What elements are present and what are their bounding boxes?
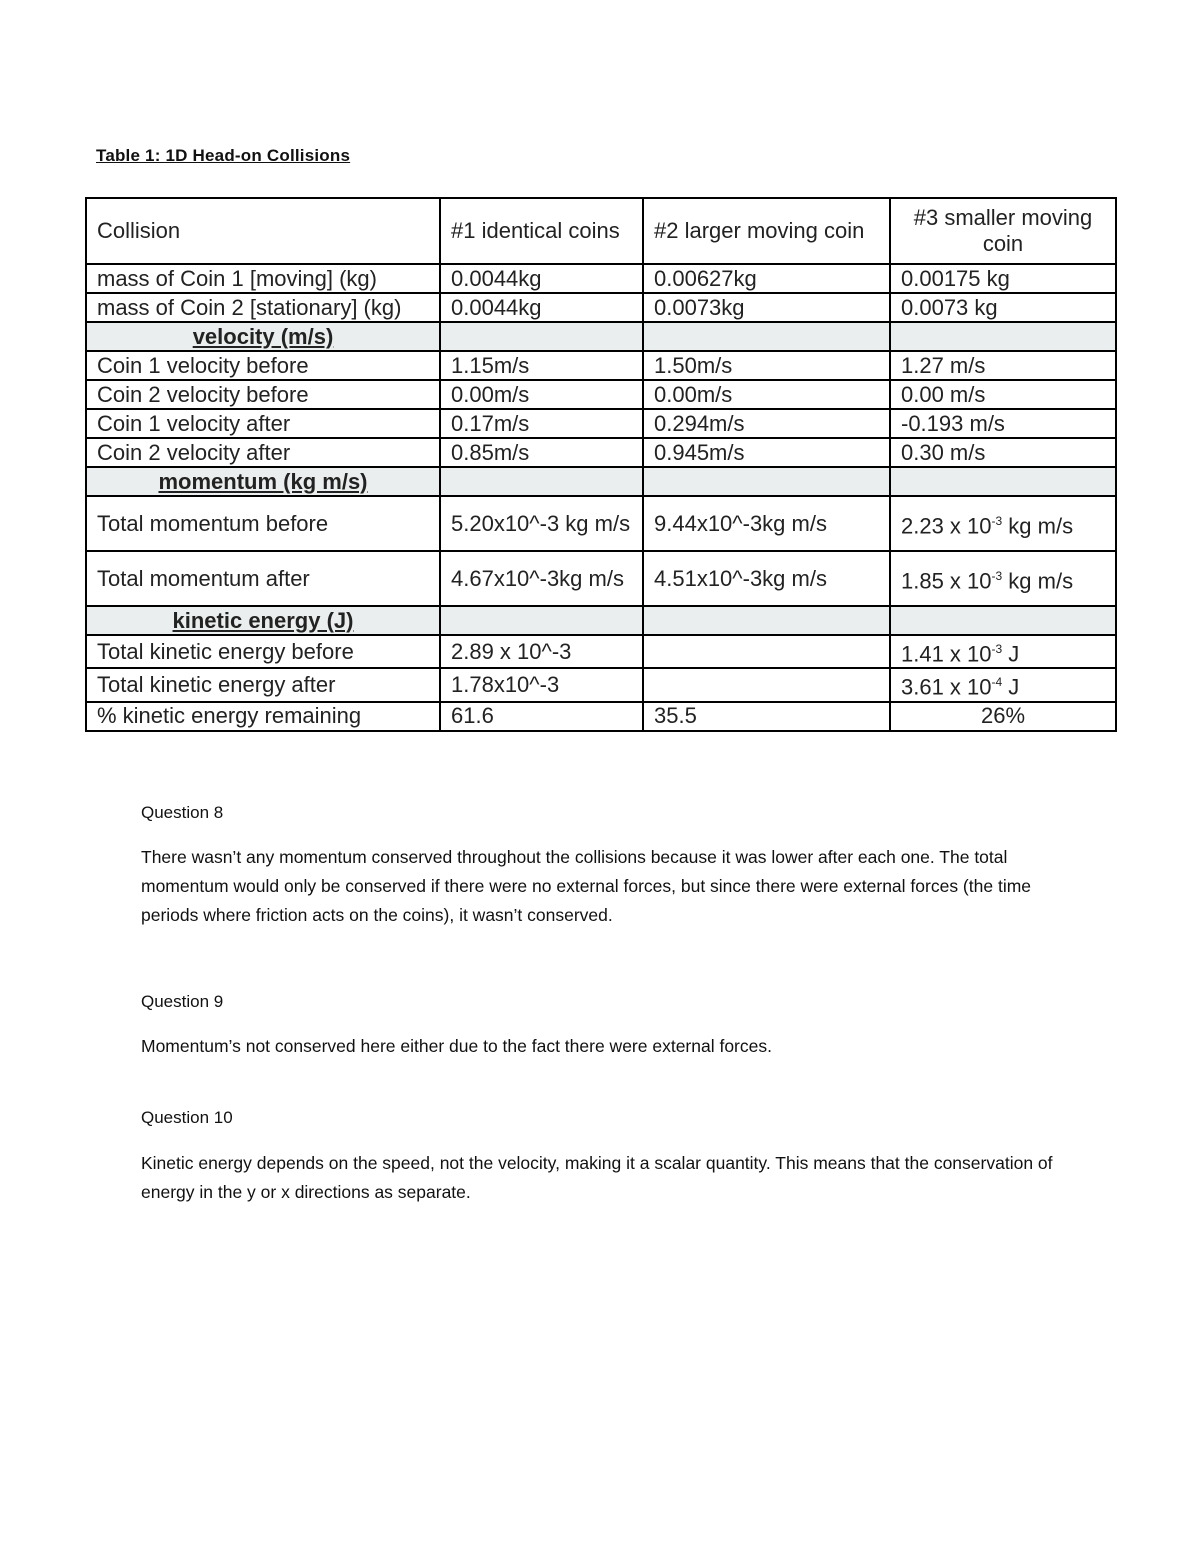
table-cell: 1.78x10^-3 [440,668,643,701]
table-row [86,702,1116,731]
row-label: % kinetic energy remaining [86,702,440,731]
table-cell: 0.00175 kg [890,264,1116,293]
section-row-velocity [86,322,1116,351]
table-row [86,380,1116,409]
table-cell [643,606,890,635]
table-cell: 0.17m/s [440,409,643,438]
table-cell [890,322,1116,351]
section-row-momentum [86,467,1116,496]
value-unit: J [1002,641,1020,667]
question-8-title: Question 8 [141,803,224,822]
table-row [86,293,1116,322]
table-cell: 5.20x10^-3 kg m/s [440,496,643,551]
table-cell [440,467,643,496]
table-cell: 2.89 x 10^-3 [440,635,643,668]
row-label: Total momentum before [86,496,440,551]
table-cell [643,668,890,701]
table-cell [890,606,1116,635]
table-header-row [86,198,1116,264]
table-cell: 0.0073kg [643,293,890,322]
table-row [86,496,1116,551]
header-cell: #3 smaller moving coin [890,198,1116,264]
section-row-kinetic-energy [86,606,1116,635]
value-exponent: -3 [991,642,1003,656]
table-row [86,264,1116,293]
table-row [86,551,1116,606]
question-10-title: Question 10 [141,1108,233,1127]
table-cell [643,467,890,496]
section-label: momentum (kg m/s) [86,467,440,496]
table-cell [890,551,1116,606]
table-cell: 9.44x10^-3kg m/s [643,496,890,551]
table-cell: 0.294m/s [643,409,890,438]
table-cell: 0.0044kg [440,264,643,293]
table-cell: 0.85m/s [440,438,643,467]
value-base: 1.85 x 10 [901,568,992,594]
collisions-table [85,197,1117,732]
row-label: Coin 1 velocity before [86,351,440,380]
value-base: 3.61 x 10 [901,674,992,700]
table-cell: 26% [890,702,1116,731]
row-label: Coin 1 velocity after [86,409,440,438]
section-label: kinetic energy (J) [86,606,440,635]
table-cell: 0.00627kg [643,264,890,293]
table-cell [890,668,1116,701]
row-label: mass of Coin 2 [stationary] (kg) [86,293,440,322]
table-caption: Table 1: 1D Head-on Collisions [96,146,351,165]
row-label: Total momentum after [86,551,440,606]
table-cell: -0.193 m/s [890,409,1116,438]
header-cell: #1 identical coins [440,198,643,264]
table-cell: 0.0044kg [440,293,643,322]
table-cell: 0.00 m/s [890,380,1116,409]
table-cell: 35.5 [643,702,890,731]
header-cell: Collision [86,198,440,264]
table-cell [890,496,1116,551]
row-label: mass of Coin 1 [moving] (kg) [86,264,440,293]
row-label: Total kinetic energy after [86,668,440,701]
row-label: Coin 2 velocity after [86,438,440,467]
table-cell [440,322,643,351]
table-cell: 4.67x10^-3kg m/s [440,551,643,606]
table-cell: 1.50m/s [643,351,890,380]
value-unit: kg m/s [1002,568,1074,594]
table-cell: 0.30 m/s [890,438,1116,467]
table-row [86,409,1116,438]
value-base: 1.41 x 10 [901,641,992,667]
table-cell [643,635,890,668]
header-cell: #2 larger moving coin [643,198,890,264]
question-9-answer: Momentum’s not conserved here either due to the fact there were external forces. [141,1036,772,1056]
table-cell: 1.27 m/s [890,351,1116,380]
table-row [86,635,1116,668]
table-cell [890,467,1116,496]
table-cell: 0.0073 kg [890,293,1116,322]
table-cell: 61.6 [440,702,643,731]
table-row [86,438,1116,467]
value-exponent: -4 [991,675,1003,690]
value-exponent: -3 [991,568,1003,583]
row-label: Total kinetic energy before [86,635,440,668]
row-label: Coin 2 velocity before [86,380,440,409]
value-exponent: -3 [991,513,1003,528]
question-10-answer: Kinetic energy depends on the speed, not the velocity, making it a scalar quantity. This means that the conservation of energy in the y or x directions as separate. [141,1153,1053,1202]
table-cell: 0.00m/s [440,380,643,409]
table-row [86,351,1116,380]
value-unit: kg m/s [1002,513,1074,539]
table-cell [440,606,643,635]
table-cell: 1.15m/s [440,351,643,380]
table-row [86,668,1116,701]
question-8-answer: There wasn’t any momentum conserved throughout the collisions because it was lower after each one. The total momentum would only be conserved if there were no external forces, but since there were external forces (the time periods where friction acts on the coins), it wasn’t conserved. [141,847,1032,925]
value-base: 2.23 x 10 [901,513,992,539]
value-unit: J [1002,674,1020,700]
table-cell: 0.00m/s [643,380,890,409]
question-9-title: Question 9 [141,992,224,1011]
section-label: velocity (m/s) [86,322,440,351]
table-cell [643,322,890,351]
table-cell [890,635,1116,668]
table-cell: 0.945m/s [643,438,890,467]
table-cell: 4.51x10^-3kg m/s [643,551,890,606]
